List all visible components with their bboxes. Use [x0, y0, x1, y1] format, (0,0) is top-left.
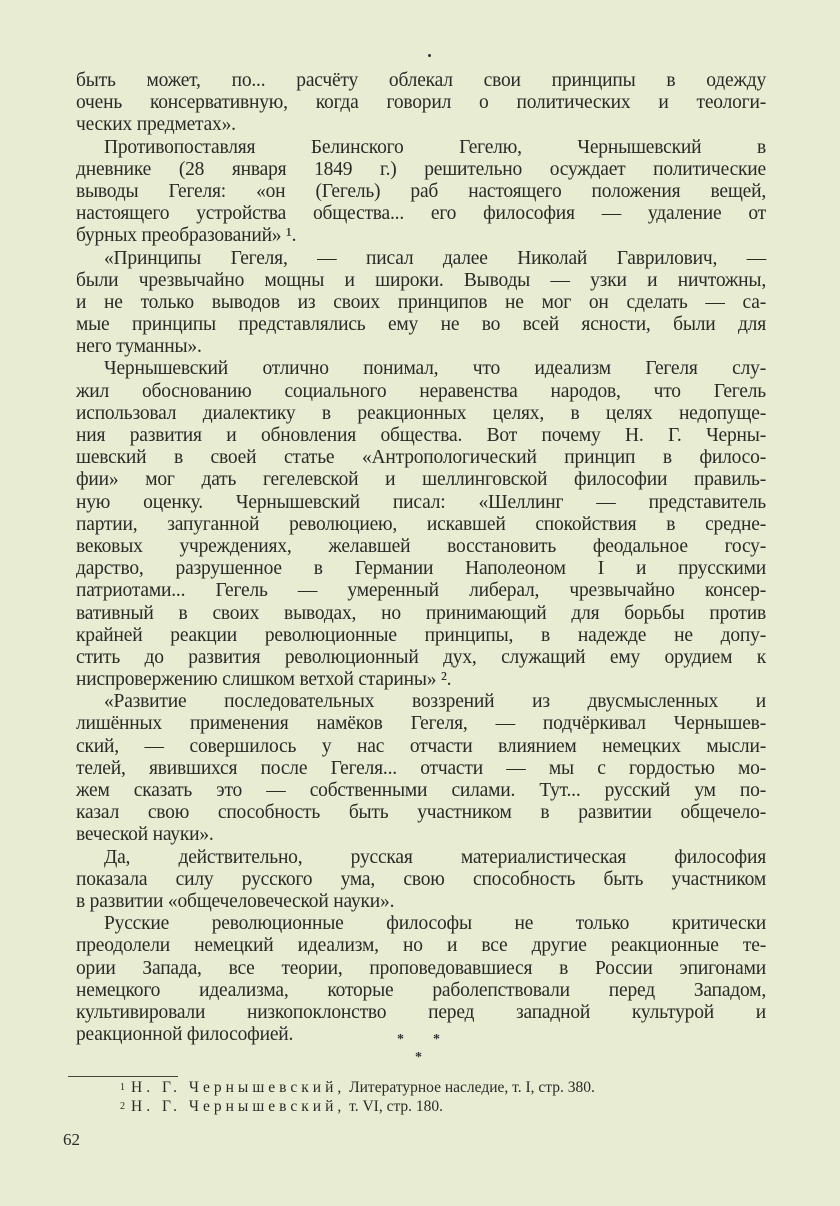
footnote-source: Литературное наследие, т. I, стр. 380.	[349, 1079, 595, 1096]
text-line: преодолели немецкий идеализм, но и все другие реакционные те-	[76, 935, 766, 957]
text-line: вековых учреждениях, желавшей восстановить феодальное госу-	[76, 535, 766, 557]
text-line: Русские революционные философы не только критически	[104, 913, 766, 935]
text-line: «Принципы Гегеля, — писал далее Николай Гаврилович, —	[104, 247, 766, 269]
text-line: Да, действительно, русская материалистическая философия	[104, 846, 766, 868]
text-line: и не только выводов из своих принципов не мог он сделать — са-	[76, 291, 766, 313]
text-line: дневнике (28 января 1849 г.) решительно осуждает политические	[76, 158, 766, 180]
page-number: 62	[63, 1130, 80, 1149]
footnote-mark: 1	[120, 1082, 125, 1093]
footnote-author: Н. Г. Чернышевский,	[131, 1098, 346, 1115]
text-line: дарство, разрушенное в Германии Наполеоном I и прусскими	[76, 558, 766, 580]
text-line: бурных преобразований» ¹.	[76, 225, 297, 247]
text-line: «Развитие последовательных воззрений из двусмысленных и	[104, 691, 766, 713]
text-line: мые принципы представлялись ему не во всей ясности, были для	[76, 314, 766, 336]
text-line: фии» мог дать гегелевской и шеллинговской философии правиль-	[76, 469, 766, 491]
text-line: ории Запада, все теории, проповедовавшиеся в России эпигонами	[76, 957, 766, 979]
main-text	[76, 70, 766, 1046]
text-line: в развитии «общечеловеческой науки».	[76, 890, 395, 912]
text-line: Противопоставляя Белинского Гегелю, Чернышевский в	[104, 136, 766, 158]
text-line: лишённых применения намёков Гегеля, — подчёркивал Чернышев-	[76, 713, 766, 735]
text-line: ческих предметах».	[76, 114, 236, 136]
text-line: немецкого идеализма, которые раболепствовали перед Западом,	[76, 979, 766, 1001]
text-line: Чернышевский отлично понимал, что идеализм Гегеля слу-	[104, 358, 766, 380]
separator-star: *	[415, 1050, 422, 1065]
separator-star: *	[433, 1032, 440, 1047]
text-line: реакционной философией.	[76, 1024, 294, 1046]
footnote-author: Н. Г. Чернышевский,	[131, 1079, 346, 1096]
text-line: жил обоснованию социального неравенства народов, что Гегель	[76, 380, 766, 402]
text-line: показала силу русского ума, свою способность быть участником	[76, 868, 766, 890]
separator-star: *	[397, 1032, 404, 1047]
footnote-1	[120, 1079, 595, 1097]
text-line: него туманны».	[76, 336, 202, 358]
footnote-source: т. VI, стр. 180.	[349, 1098, 444, 1115]
footnote-mark: 2	[120, 1101, 125, 1112]
text-line: веческой науки».	[76, 824, 214, 846]
text-line: быть может, по... расчёту облекал свои принципы в одежду	[76, 70, 766, 91]
text-line: ную оценку. Чернышевский писал: «Шеллинг — представитель	[76, 491, 766, 513]
footnote-2	[120, 1098, 443, 1116]
text-line: ниспровержению слишком ветхой старины» ².	[76, 669, 452, 691]
print-speck	[428, 54, 431, 57]
text-line: жем сказать это — собственными силами. Тут... русский ум по-	[76, 780, 766, 801]
text-line: патриотами... Гегель — умеренный либерал, чрезвычайно консер-	[76, 580, 766, 602]
text-line: были чрезвычайно мощны и широки. Выводы — узки и ничтожны,	[76, 269, 766, 291]
text-line: стить до развития революционный дух, служащий ему орудием к	[76, 646, 766, 668]
text-line: очень консервативную, когда говорил о политических и теологи-	[76, 92, 766, 114]
text-line: вативный в своих выводах, но принимающий для борьбы против	[76, 602, 766, 624]
text-line: крайней реакции революционные принципы, в надежде не допу-	[76, 624, 766, 646]
text-line: партии, запуганной революциею, искавшей спокойствия в средне-	[76, 513, 766, 535]
text-line: ский, — совершилось у нас отчасти влиянием немецких мысли-	[76, 735, 766, 757]
text-line: выводы Гегеля: «он (Гегель) раб настоящего положения вещей,	[76, 180, 766, 202]
text-line: настоящего устройства общества... его философия — удаление от	[76, 203, 766, 225]
text-line: казал свою способность быть участником в развитии общечело-	[76, 802, 766, 824]
footnote-rule	[68, 1076, 178, 1077]
text-line: шевский в своей статье «Антропологический принцип в филосо-	[76, 447, 766, 469]
text-line: использовал диалектику в реакционных целях, в целях недопуще-	[76, 402, 766, 424]
text-line: культивировали низкопоклонство перед западной культурой и	[76, 1001, 766, 1023]
text-line: ния развития и обновления общества. Вот почему Н. Г. Черны-	[76, 425, 766, 446]
text-line: телей, явившихся после Гегеля... отчасти — мы с гордостью мо-	[76, 757, 766, 779]
